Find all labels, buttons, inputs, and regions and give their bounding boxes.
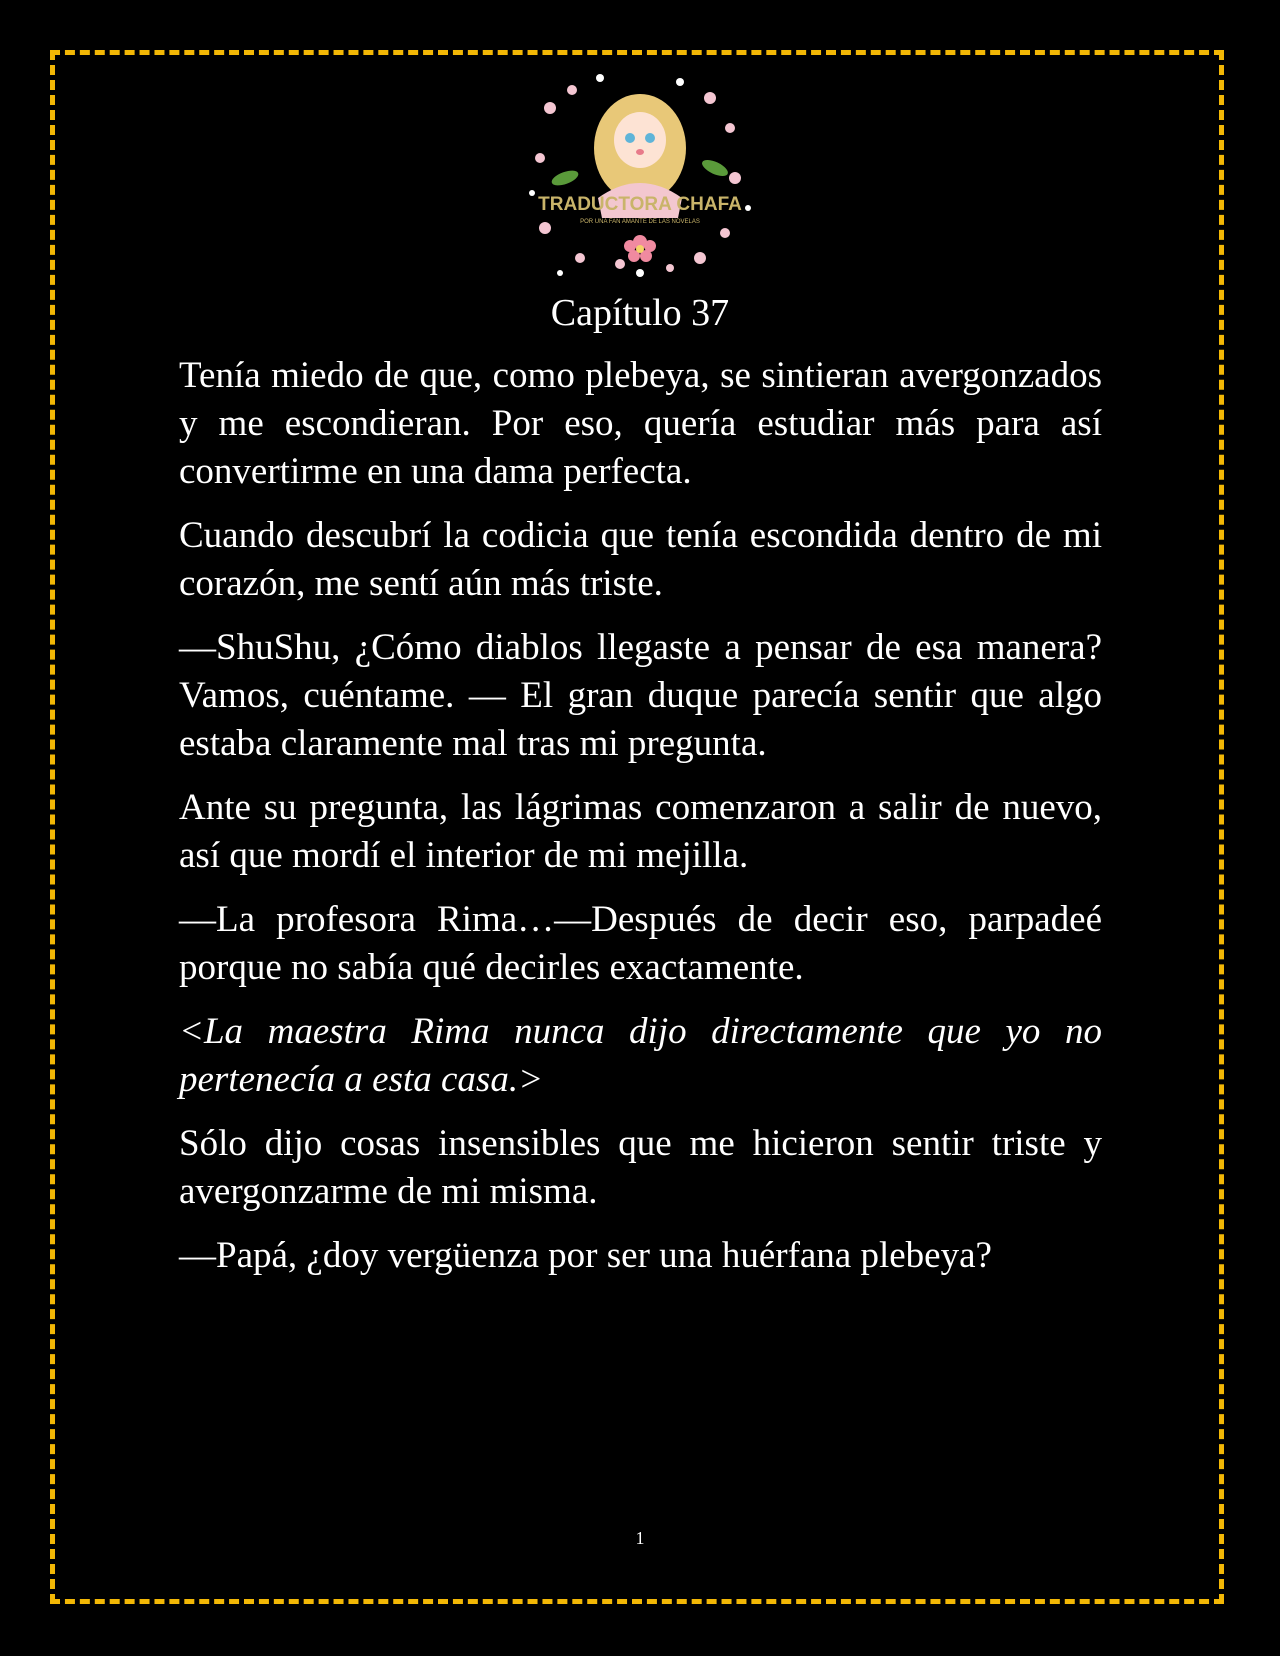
paragraph: —La profesora Rima…—Después de decir eso, parpadeé porque no sabía qué decirles exactamente. <box>179 899 1102 988</box>
chapter-title: Capítulo 37 <box>550 292 730 334</box>
paragraph: Tenía miedo de que, como plebeya, se sintieran avergonzados y me escondieran. Por eso, quería estudiar más para así convertirme en una dama perfecta. <box>179 355 1102 492</box>
paragraph: Sólo dijo cosas insensibles que me hicieron sentir triste y avergonzarme de mi misma. <box>179 1123 1102 1212</box>
paragraph: Ante su pregunta, las lágrimas comenzaron a salir de nuevo, así que mordí el interior de mi mejilla. <box>179 787 1102 876</box>
italic-paragraph: <La maestra Rima nunca dijo directamente que yo no pertenecía a esta casa.> <box>179 1011 1102 1100</box>
chapter-text <box>179 352 1102 1296</box>
pink-flower-icon <box>624 235 656 262</box>
page-number: 1 <box>635 1528 645 1548</box>
paragraph: Cuando descubrí la codicia que tenía escondida dentro de mi corazón, me sentí aún más triste. <box>179 515 1102 604</box>
paragraph: —Papá, ¿doy vergüenza por ser una huérfana plebeya? <box>179 1235 992 1276</box>
logo-subtitle: POR UNA FAN AMANTE DE LAS NOVELAS <box>580 219 700 225</box>
logo-title: TRADUCTORA CHAFA <box>538 194 742 215</box>
paragraph: —ShuShu, ¿Cómo diablos llegaste a pensar de esa manera? Vamos, cuéntame. — El gran duque parecía sentir que algo estaba claramente mal tras mi pregunta. <box>179 627 1102 764</box>
translator-logo <box>520 68 760 286</box>
